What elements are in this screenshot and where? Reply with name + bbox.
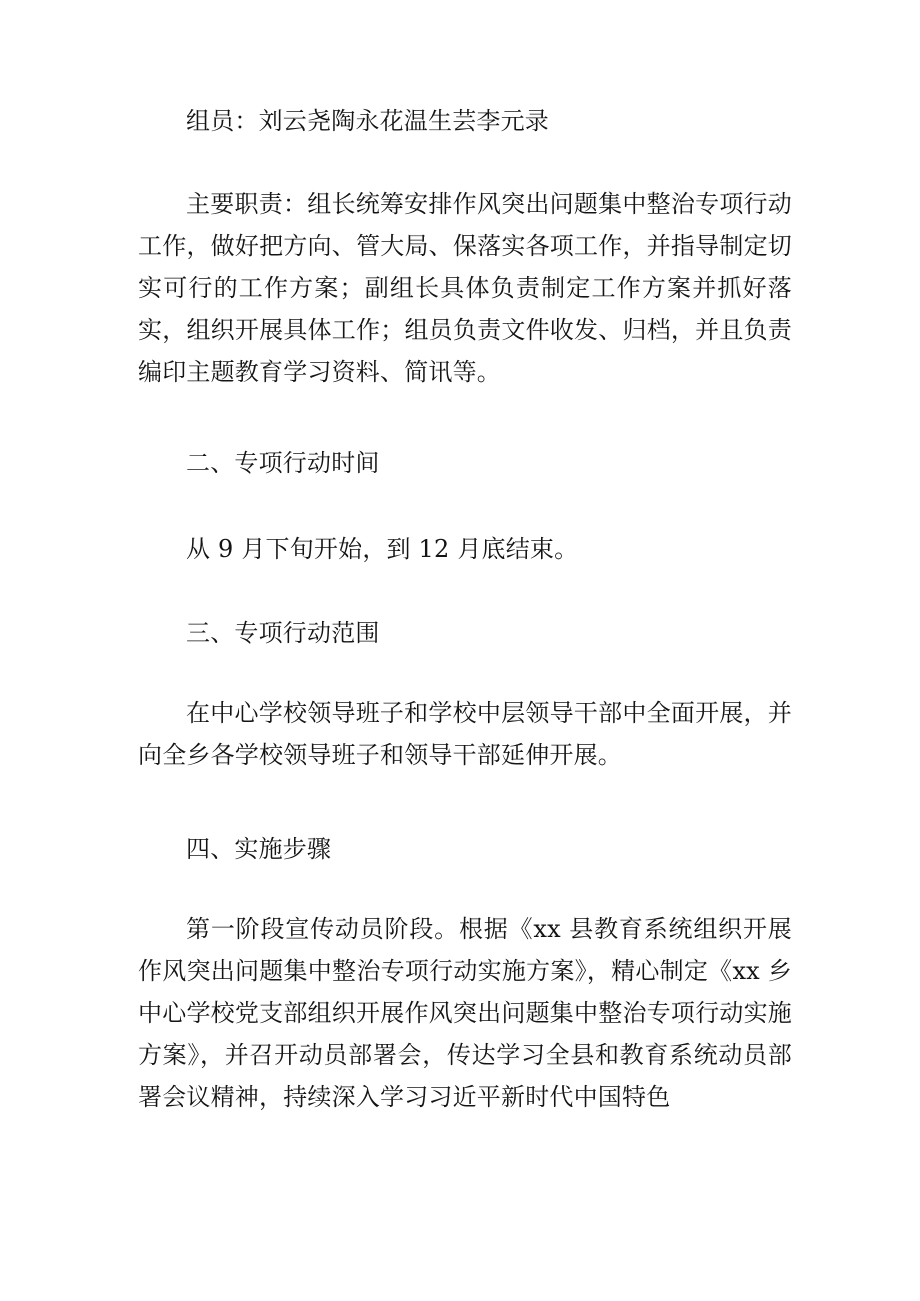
duties-paragraph: 主要职责：组长统筹安排作风突出问题集中整治专项行动工作，做好把方向、管大局、保落实各项工作，并指导制定切实可行的工作方案；副组长具体负责制定工作方案并抓好落实，组织开展具体工作；组员负责文件收发、归档，并且负责编印主题教育学习资料、简讯等。 — [138, 190, 792, 386]
section-4-heading: 四、实施步骤 — [186, 835, 332, 863]
section-2-body: 从 9 月下旬开始，到 12 月底结束。 — [186, 535, 579, 563]
members-line: 组员：刘云尧陶永花温生芸李元录 — [186, 107, 549, 135]
section-4-body: 第一阶段宣传动员阶段。根据《xx 县教育系统组织开展作风突出问题集中整治专项行动实施方案》，精心制定《xx 乡中心学校党支部组织开展作风突出问题集中整治专项行动实施方案》，并召开动员部署会，传达学习全县和教育系统动员部署会议精神，持续深入学习习近平新时代中国特色 — [138, 915, 792, 1111]
section-2-heading: 二、专项行动时间 — [186, 449, 380, 477]
section-3-body: 在中心学校领导班子和学校中层领导干部中全面开展，并向全乡各学校领导班子和领导干部延伸开展。 — [138, 699, 792, 769]
section-3-heading: 三、专项行动范围 — [186, 619, 380, 647]
